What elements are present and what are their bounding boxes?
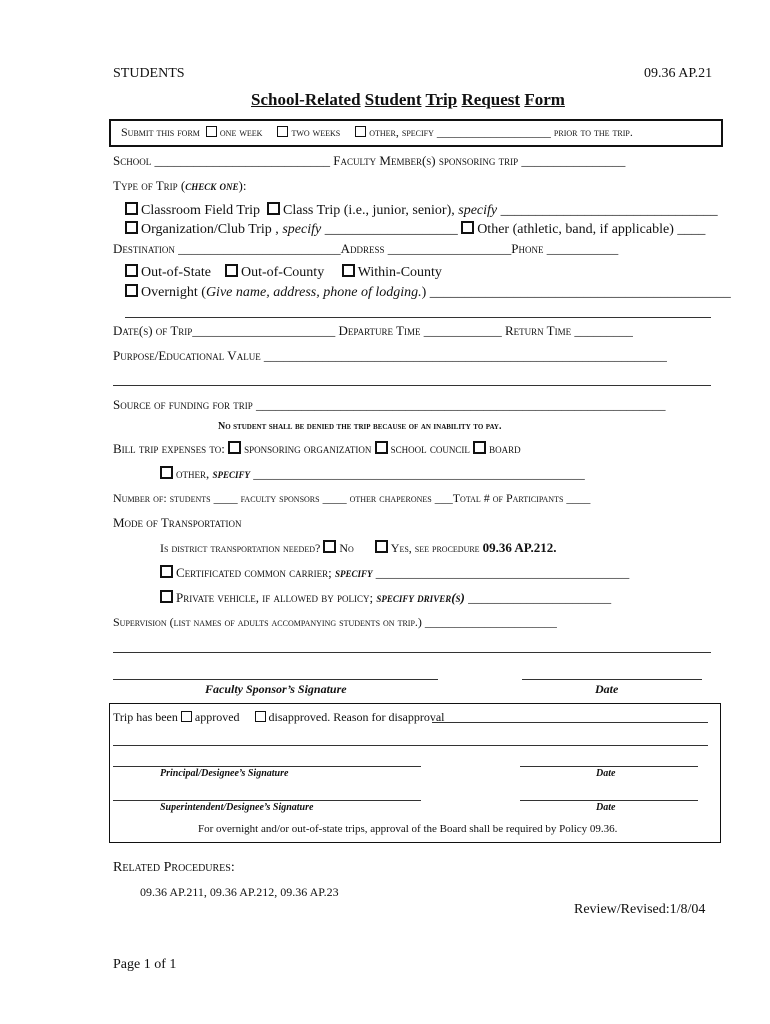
disapproval-reason-line-2[interactable] <box>113 745 708 746</box>
other-trip-checkbox <box>461 221 474 234</box>
funding-field[interactable]: Source of funding for trip _______________________________________________________________ <box>113 397 666 412</box>
supervision-line[interactable] <box>113 652 711 653</box>
submit-bar-content: Submit this form one week two weeks other, specify ___________________ prior to the trip. <box>121 125 633 139</box>
related-procedures-label: Related Procedures: <box>113 860 235 875</box>
certificated-carrier-row[interactable]: Certificated common carrier; specify _______________________________________ <box>160 565 629 581</box>
certificated-carrier-checkbox <box>160 565 173 578</box>
overnight-line[interactable] <box>125 317 711 318</box>
sponsoring-organization-checkbox <box>228 441 241 454</box>
type-of-trip-label: Type of Trip (check one): <box>113 178 247 193</box>
faculty-signature-line[interactable] <box>113 679 438 680</box>
two-weeks-checkbox[interactable] <box>277 126 288 137</box>
supervision-field[interactable]: Supervision (list names of adults accompanying students on trip.) ______________________ <box>113 615 557 629</box>
purpose-line[interactable] <box>113 385 711 386</box>
header-left: STUDENTS <box>113 66 185 81</box>
principal-signature-label: Principal/Designee’s Signature <box>160 768 289 779</box>
organization-club-trip-checkbox <box>125 221 138 234</box>
faculty-date-line[interactable] <box>522 679 702 680</box>
review-revised: Review/Revised:1/8/04 <box>574 902 706 917</box>
faculty-date-label: Date <box>595 682 619 696</box>
transport-label: Mode of Transportation <box>113 515 242 530</box>
disapproved-checkbox <box>255 711 266 722</box>
bill-other-checkbox <box>160 466 173 479</box>
private-vehicle-checkbox <box>160 590 173 603</box>
one-week-checkbox[interactable] <box>206 126 217 137</box>
out-of-county-checkbox <box>225 264 238 277</box>
principal-signature-line[interactable] <box>113 766 421 767</box>
page-title: School-Related Student Trip Request Form <box>251 90 565 109</box>
page-number: Page 1 of 1 <box>113 957 177 972</box>
school-council-checkbox <box>375 441 388 454</box>
out-of-state-checkbox <box>125 264 138 277</box>
disapproval-reason-line[interactable] <box>432 722 708 723</box>
principal-date-line[interactable] <box>520 766 698 767</box>
principal-date-label: Date <box>596 768 616 779</box>
district-transport-row[interactable]: Is district transportation needed? No Yes, see procedure 09.36 AP.212. <box>160 540 557 555</box>
faculty-signature-label: Faculty Sponsor’s Signature <box>205 682 347 696</box>
board-approval-note: For overnight and/or out-of-state trips, approval of the Board shall be required by Policy 09.36. <box>198 823 618 835</box>
bill-row[interactable]: Bill trip expenses to: sponsoring organization school council board <box>113 441 521 456</box>
approved-checkbox <box>181 711 192 722</box>
superintendent-signature-line[interactable] <box>113 800 421 801</box>
header-right: 09.36 AP.21 <box>644 66 713 81</box>
type-of-trip-row2[interactable]: Organization/Club Trip , specify ___________________ Other (athletic, band, if applicable) ____ <box>125 221 705 238</box>
funding-note: No student shall be denied the trip because of an inability to pay. <box>218 421 502 432</box>
other-checkbox[interactable] <box>355 126 366 137</box>
destination-row[interactable]: Destination _________________________Address ___________________Phone ___________ <box>113 241 619 256</box>
board-checkbox <box>473 441 486 454</box>
within-county-checkbox <box>342 264 355 277</box>
dates-row[interactable]: Date(s) of Trip______________________ Departure Time ____________ Return Time _________ <box>113 323 633 338</box>
superintendent-date-label: Date <box>596 802 616 813</box>
purpose-field[interactable]: Purpose/Educational Value ______________________________________________________________ <box>113 348 667 363</box>
transport-yes-checkbox <box>375 540 388 553</box>
superintendent-date-line[interactable] <box>520 800 698 801</box>
participants-row[interactable]: Number of: students ____ faculty sponsors ____ other chaperones ___Total # of Participants ____ <box>113 491 591 505</box>
class-trip-checkbox <box>267 202 280 215</box>
private-vehicle-row[interactable]: Private vehicle, if allowed by policy; specify driver(s) ______________________ <box>160 590 611 606</box>
overnight-row[interactable]: Overnight (Give name, address, phone of lodging.) ___________________________________________ <box>125 284 731 301</box>
type-of-trip-row1[interactable]: Classroom Field Trip Class Trip (i.e., junior, senior), specify _______________________________ <box>125 202 718 219</box>
related-procedures-list: 09.36 AP.211, 09.36 AP.212, 09.36 AP.23 <box>140 885 339 899</box>
classroom-field-trip-checkbox <box>125 202 138 215</box>
approval-row[interactable]: Trip has been approved disapproved. Reason for disapproval <box>113 710 445 724</box>
overnight-checkbox <box>125 284 138 297</box>
location-row[interactable]: Out-of-State Out-of-County Within-County <box>125 264 442 281</box>
transport-no-checkbox <box>323 540 336 553</box>
superintendent-signature-label: Superintendent/Designee’s Signature <box>160 802 314 813</box>
bill-other-row[interactable]: other, specify ___________________________________________________ <box>160 466 585 482</box>
school-row[interactable]: School ___________________________ Faculty Member(s) sponsoring trip ________________ <box>113 153 626 168</box>
